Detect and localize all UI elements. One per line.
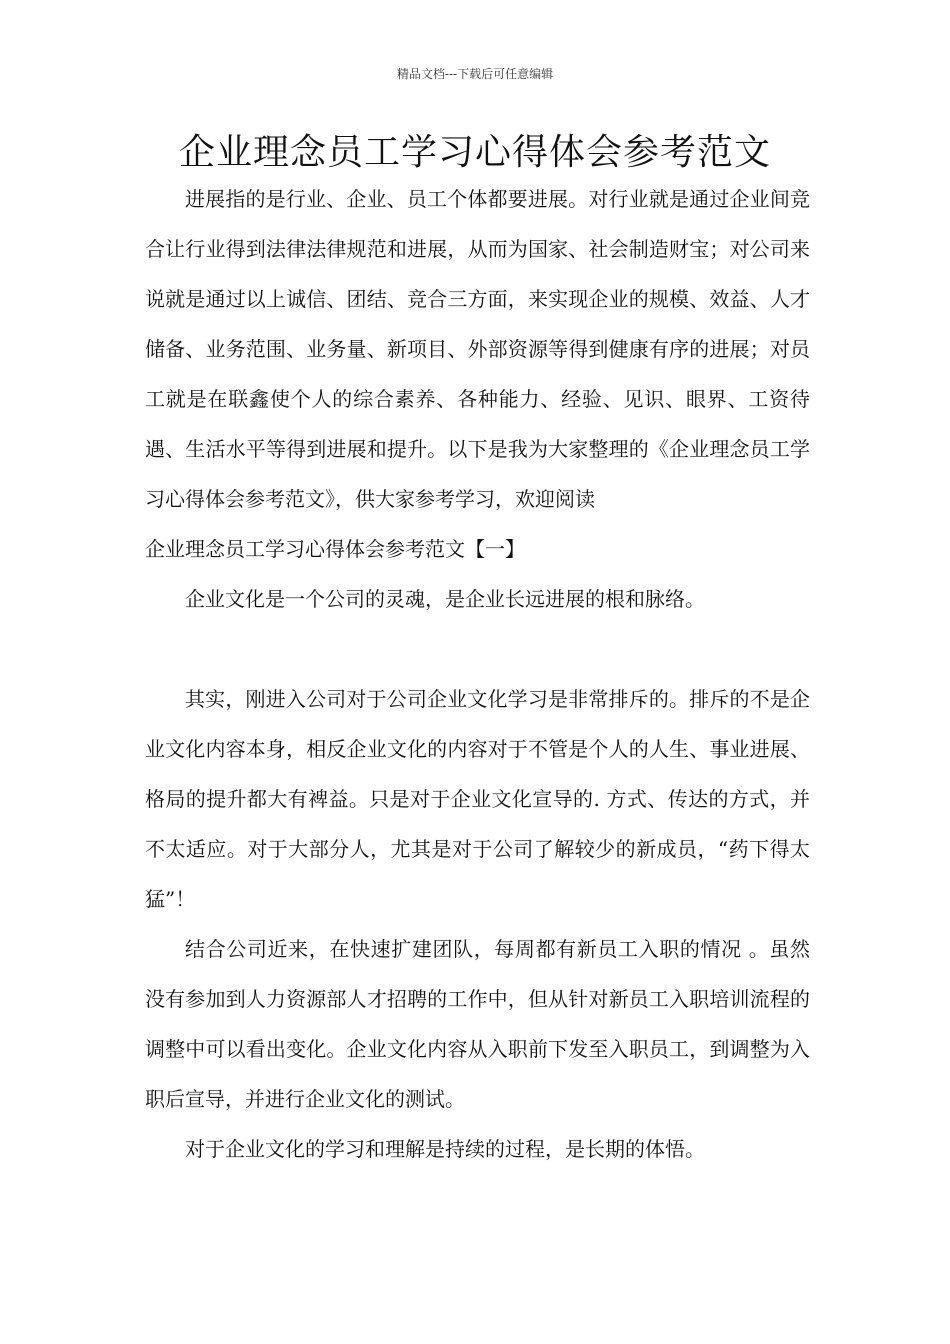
body-paragraph-1: 企业文化是一个公司的灵魂，是企业长远进展的根和脉络。 bbox=[185, 587, 705, 611]
section-heading: 企业理念员工学习心得体会参考范文【一】 bbox=[145, 537, 525, 561]
document-body bbox=[145, 174, 810, 1174]
document-title: 企业理念员工学习心得体会参考范文 bbox=[178, 132, 771, 173]
body-paragraph-4: 对于企业文化的学习和理解是持续的过程，是长期的体悟。 bbox=[185, 1137, 705, 1161]
body-paragraph-2: 其实，刚进入公司对于公司企业文化学习是非常排斥的。排斥的不是企业文化内容本身，相反企业文化的内容对于不管是个人的人生、事业进展、格局的提升都大有裨益。只是对于企业文化宣导的. 方式、传达的方式，并不太适应。对于大部分人，尤其是对于公司了解较少的新成员，“药下得太猛”！ bbox=[145, 687, 810, 911]
header-note: 精品文档---下载后可任意编辑 bbox=[396, 67, 554, 81]
paragraph-spacer bbox=[145, 624, 810, 674]
body-paragraph-3: 结合公司近来，在快速扩建团队，每周都有新员工入职的情况 。虽然没有参加到人力资源部人才招聘的工作中，但从针对新员工入职培训流程的调整中可以看出变化。企业文化内容从入职前下发至入职员工，到调整为入职后宣导，并进行企业文化的测试。 bbox=[145, 937, 810, 1111]
intro-paragraph: 进展指的是行业、企业、员工个体都要进展。对行业就是通过企业间竞合让行业得到法律法律规范和进展，从而为国家、社会制造财宝；对公司来说就是通过以上诚信、团结、竞合三方面，来实现企业的规模、效益、人才储备、业务范围、业务量、新项目、外部资源等得到健康有序的进展；对员工就是在联鑫使个人的综合素养、各种能力、经验、见识、眼界、工资待遇、生活水平等得到进展和提升。以下是我为大家整理的《企业理念员工学习心得体会参考范文》，供大家参考学习，欢迎阅读 bbox=[145, 187, 810, 511]
